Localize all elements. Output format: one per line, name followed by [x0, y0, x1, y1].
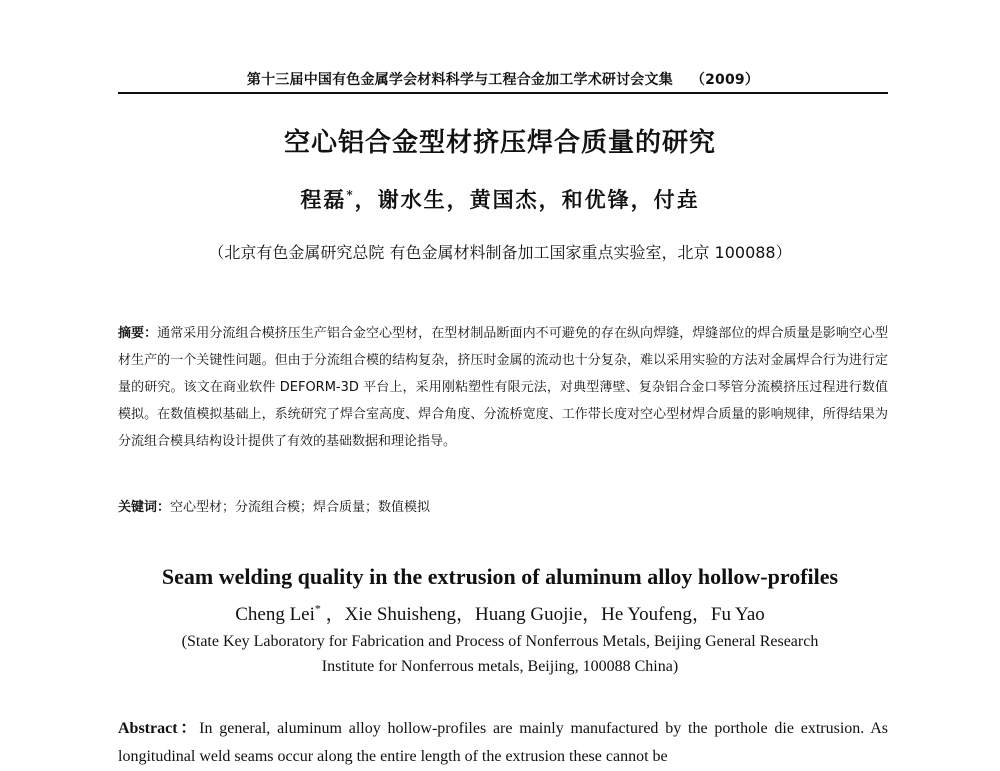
english-title: Seam welding quality in the extrusion of aluminum alloy hollow-profiles: [161, 564, 839, 589]
proceedings-title: 第十三届中国有色金属学会材料科学与工程合金加工学术研讨会文集: [246, 72, 673, 88]
english-affiliation-line-1: (State Key Laboratory for Fabrication and Process of Nonferrous Metals, Beijing General Research: [181, 633, 819, 650]
chinese-abstract-text: 通常采用分流组合模挤压生产铝合金空心型材，在型材制品断面内不可避免的存在纵向焊缝，焊缝部位的焊合质量是影响空心型材生产的一个关键性问题。但由于分流组合模的结构复杂，挤压时金属的流动也十分复杂，难以采用实验的方法对金属焊合行为进行定量的研究。该文在商业软件 DEFORM-3D 平台上，采用刚粘塑性有限元法，对典型薄壁、复杂铝合金口琴管分流模挤压过程进行数值模拟。在数值模拟基础上，系统研究了焊合室高度、焊合角度、分流桥宽度、工作带长度对空心型材焊合质量的影响规律，所得结果为分流组合模具结构设计提供了有效的基础数据和理论指导。: [118, 326, 888, 449]
chinese-keywords: [118, 497, 888, 519]
chinese-affiliation: （北京有色金属研究总院 有色金属材料制备加工国家重点实验室，北京 100088）: [208, 243, 792, 262]
corresponding-author-mark: *: [346, 188, 355, 202]
english-affiliation: [0, 629, 1000, 679]
header-rule: [118, 92, 888, 94]
chinese-co-authors: ，谢水生，黄国杰，和优锋，付垚: [354, 187, 700, 212]
chinese-abstract-label: 摘要：: [118, 326, 158, 341]
chinese-title: 空心铝合金型材挤压焊合质量的研究: [283, 128, 716, 158]
english-co-authors: ，Xie Shuisheng，Huang Guojie，He Youfeng，Fu Yao: [320, 604, 765, 625]
chinese-first-author: 程磊: [300, 187, 347, 212]
english-affiliation-line-2: Institute for Nonferrous metals, Beijing, 100088 China): [321, 658, 679, 675]
english-abstract: [118, 715, 888, 771]
chinese-keywords-text: 空心型材；分流组合模；焊合质量；数值模拟: [170, 500, 431, 515]
english-abstract-label: Abstract：: [118, 720, 200, 737]
proceedings-year: （2009）: [690, 72, 760, 88]
english-first-author: Cheng Lei: [235, 604, 315, 625]
chinese-authors: [0, 184, 1000, 214]
english-corresponding-mark: *: [314, 601, 321, 616]
running-head: [118, 69, 888, 89]
chinese-keywords-label: 关键词：: [118, 500, 171, 515]
english-abstract-text: In general, aluminum alloy hollow-profiles are mainly manufactured by the porthole die extrusion. As longitudinal weld seams occur along the entire length of the extrusion these cannot be: [118, 720, 888, 765]
english-authors: [0, 599, 1000, 626]
chinese-abstract: [118, 320, 888, 455]
